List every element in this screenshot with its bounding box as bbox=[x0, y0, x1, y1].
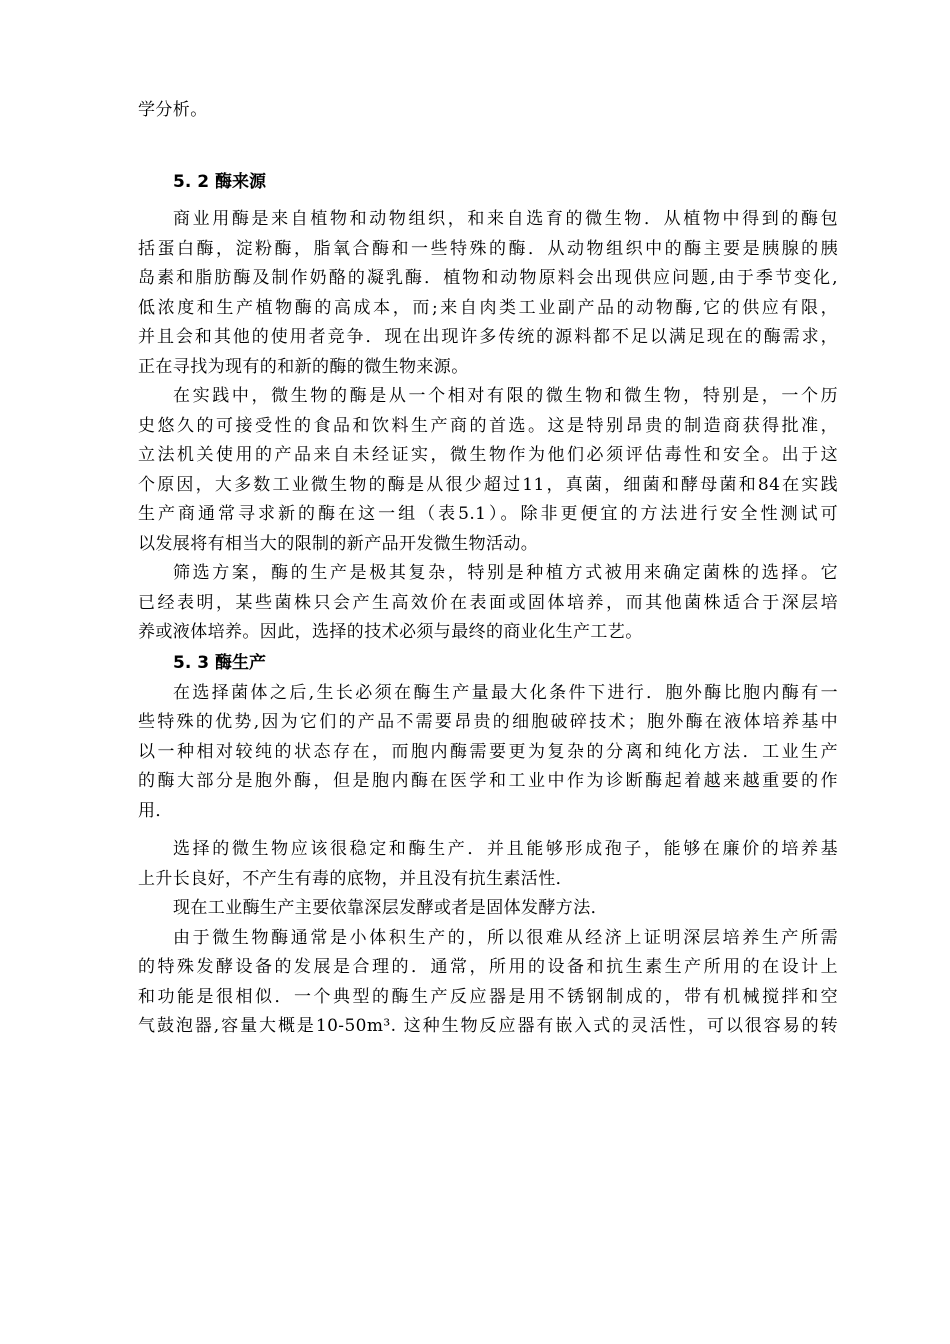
text-line: 已经表明，某些菌株只会产生高效价在表面或固体培养，而其他菌株适合于深层培 bbox=[138, 593, 838, 613]
text-line: 低浓度和生产植物酶的高成本，而;来自肉类工业副产品的动物酶,它的供应有限， bbox=[138, 298, 838, 318]
text-line: 以一种相对较纯的状态存在，而胞内酶需要更为复杂的分离和纯化方法．工业生产 bbox=[138, 742, 838, 762]
section-heading-5-3: 5. 3 酶生产 bbox=[173, 653, 266, 673]
text-line: 在选择菌体之后,生长必须在酶生产量最大化条件下进行．胞外酶比胞内酶有一 bbox=[173, 683, 838, 703]
text-line: 生产商通常寻求新的酶在这一组（表5.1）。除非更便宜的方法进行安全性测试可 bbox=[138, 504, 838, 524]
text-line: 和功能是很相似．一个典型的酶生产反应器是用不锈钢制成的，带有机械搅拌和空 bbox=[138, 987, 838, 1007]
text-line: 括蛋白酶，淀粉酶，脂氧合酶和一些特殊的酶．从动物组织中的酶主要是胰腺的胰 bbox=[138, 239, 838, 259]
text-line: 个原因，大多数工业微生物的酶是从很少超过11，真菌，细菌和酵母菌和84在实践 bbox=[138, 475, 838, 495]
text-line: 选择的微生物应该很稳定和酶生产．并且能够形成孢子，能够在廉价的培养基 bbox=[173, 839, 838, 859]
text-line: 的特殊发酵设备的发展是合理的．通常，所用的设备和抗生素生产所用的在设计上 bbox=[138, 957, 838, 977]
text-line: 筛选方案，酶的生产是极其复杂，特别是种植方式被用来确定菌株的选择。它 bbox=[173, 563, 838, 583]
text-line: 正在寻找为现有的和新的酶的微生物来源。 bbox=[138, 357, 469, 377]
text-line: 岛素和脂肪酶及制作奶酪的凝乳酶．植物和动物原料会出现供应问题,由于季节变化, bbox=[138, 268, 838, 288]
text-line: 由于微生物酶通常是小体积生产的，所以很难从经济上证明深层培养生产所需 bbox=[173, 928, 838, 948]
text-line: 上升长良好，不产生有毒的底物，并且没有抗生素活性． bbox=[138, 869, 573, 889]
text-line: 的酶大部分是胞外酶，但是胞内酶在医学和工业中作为诊断酶起着越来越重要的作 bbox=[138, 771, 838, 791]
text-line: 现在工业酶生产主要依靠深层发酵或者是固体发酵方法． bbox=[173, 898, 608, 918]
text-line: 以发展将有相当大的限制的新产品开发微生物活动。 bbox=[138, 534, 539, 554]
text-line: 些特殊的优势,因为它们的产品不需要昂贵的细胞破碎技术；胞外酶在液体培养基中 bbox=[138, 712, 838, 732]
text-line: 养或液体培养。因此，选择的技术必须与最终的商业化生产工艺。 bbox=[138, 622, 643, 642]
text-line: 并且会和其他的使用者竞争．现在出现许多传统的源料都不足以满足现在的酶需求， bbox=[138, 327, 838, 347]
text-line: 在实践中，微生物的酶是从一个相对有限的微生物和微生物，特别是，一个历 bbox=[173, 386, 838, 406]
text-line: 商业用酶是来自植物和动物组织，和来自选育的微生物．从植物中得到的酶包 bbox=[173, 209, 838, 229]
text-line: 气鼓泡器,容量大概是10-50m³. 这种生物反应器有嵌入式的灵活性，可以很容易的转 bbox=[138, 1016, 838, 1036]
text-line: 学分析。 bbox=[138, 100, 208, 120]
text-line: 史悠久的可接受性的食品和饮料生产商的首选。这是特别昂贵的制造商获得批准， bbox=[138, 416, 838, 436]
section-heading-5-2: 5. 2 酶来源 bbox=[173, 172, 266, 192]
text-line: 立法机关使用的产品来自未经证实，微生物作为他们必须评估毒性和安全。出于这 bbox=[138, 445, 838, 465]
text-line: 用． bbox=[138, 801, 173, 821]
